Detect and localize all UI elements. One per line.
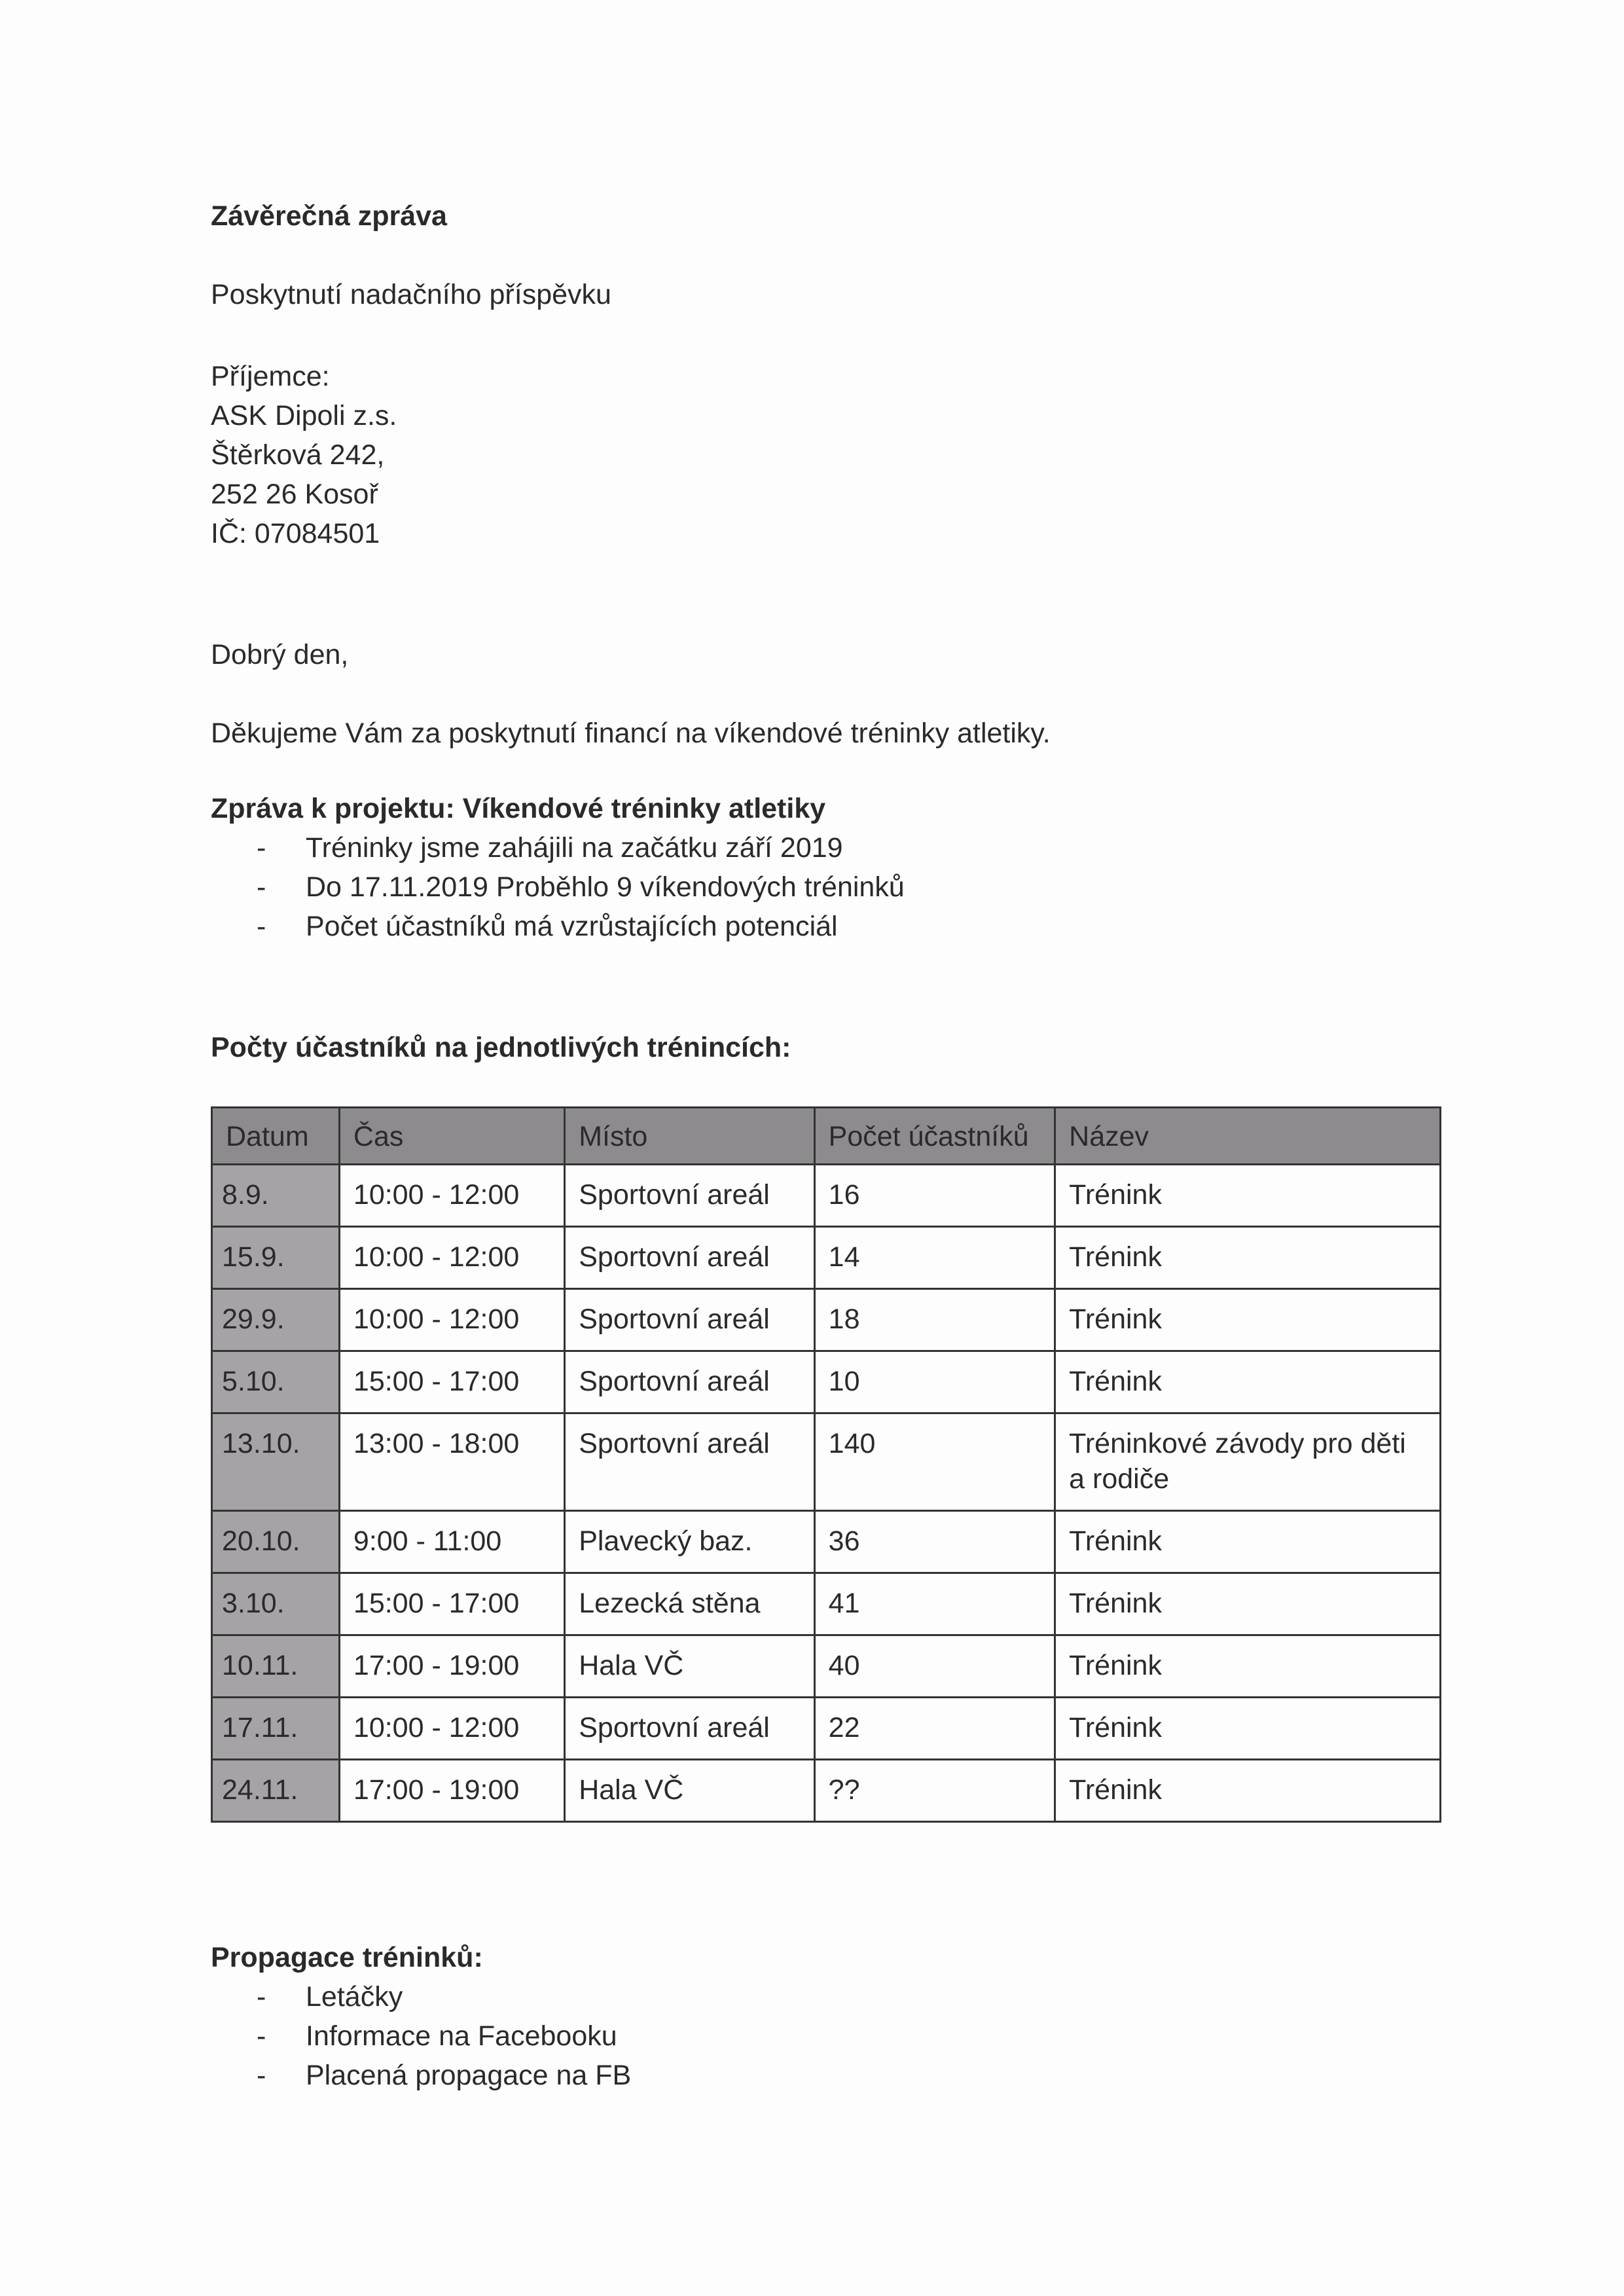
cell-name: Trénink <box>1055 1289 1441 1351</box>
cell-name: Trénink <box>1055 1227 1441 1289</box>
cell-date: 15.9. <box>212 1227 340 1289</box>
cell-count: 36 <box>814 1511 1055 1573</box>
dash-icon: - <box>257 1981 266 2013</box>
cell-time: 10:00 - 12:00 <box>339 1165 564 1227</box>
table-row <box>212 1511 1441 1573</box>
cell-date: 5.10. <box>212 1351 340 1413</box>
recipient-label: Příjemce: <box>211 361 330 392</box>
list-item-text: Tréninky jsme zahájili na začátku září 2019 <box>306 832 843 864</box>
cell-name: Trénink <box>1055 1573 1441 1635</box>
cell-time: 10:00 - 12:00 <box>339 1698 564 1760</box>
cell-place: Sportovní areál <box>565 1289 814 1351</box>
table-row <box>212 1165 1441 1227</box>
cell-count: 41 <box>814 1573 1055 1635</box>
column-header-pocet: Počet účastníků <box>814 1108 1055 1165</box>
list-item <box>211 2056 631 2095</box>
recipient-city: 252 26 Kosoř <box>211 479 378 510</box>
document-subtitle: Poskytnutí nadačního příspěvku <box>211 279 611 310</box>
cell-time: 10:00 - 12:00 <box>339 1289 564 1351</box>
recipient-block <box>211 357 397 553</box>
cell-time: 13:00 - 18:00 <box>339 1413 564 1511</box>
cell-time: 17:00 - 19:00 <box>339 1635 564 1698</box>
table-row <box>212 1635 1441 1698</box>
cell-count: 14 <box>814 1227 1055 1289</box>
cell-place: Sportovní areál <box>565 1351 814 1413</box>
participants-heading: Počty účastníků na jednotlivých trénincích: <box>211 1032 791 1063</box>
cell-time: 15:00 - 17:00 <box>339 1351 564 1413</box>
cell-place: Hala VČ <box>565 1635 814 1698</box>
list-item <box>211 828 905 867</box>
list-item-text: Do 17.11.2019 Proběhlo 9 víkendových tréninků <box>306 871 905 903</box>
recipient-name: ASK Dipoli z.s. <box>211 400 397 431</box>
document-title: Závěrečná zpráva <box>211 200 447 232</box>
table-row <box>212 1573 1441 1635</box>
cell-name: Trénink <box>1055 1165 1441 1227</box>
list-item <box>211 2016 631 2056</box>
table-row <box>212 1413 1441 1511</box>
cell-name: Tréninkové závody pro děti a rodiče <box>1055 1413 1441 1511</box>
cell-count: 16 <box>814 1165 1055 1227</box>
dash-icon: - <box>257 2020 266 2052</box>
table-row <box>212 1760 1441 1822</box>
promo-bullet-list <box>211 1977 631 2095</box>
list-item-text: Počet účastníků má vzrůstajících potenciál <box>306 911 838 942</box>
cell-time: 10:00 - 12:00 <box>339 1227 564 1289</box>
cell-count: 140 <box>814 1413 1055 1511</box>
list-item-text: Letáčky <box>306 1981 403 2013</box>
cell-count: 40 <box>814 1635 1055 1698</box>
cell-place: Sportovní areál <box>565 1413 814 1511</box>
list-item <box>211 1977 631 2016</box>
column-header-datum: Datum <box>212 1108 340 1165</box>
cell-date: 17.11. <box>212 1698 340 1760</box>
cell-place: Plavecký baz. <box>565 1511 814 1573</box>
list-item-text: Informace na Facebooku <box>306 2020 617 2052</box>
promo-heading: Propagace tréninků: <box>211 1942 483 1973</box>
cell-date: 3.10. <box>212 1573 340 1635</box>
cell-name: Trénink <box>1055 1760 1441 1822</box>
list-item <box>211 907 905 946</box>
table-row <box>212 1289 1441 1351</box>
cell-name: Trénink <box>1055 1351 1441 1413</box>
list-item-text: Placená propagace na FB <box>306 2060 632 2091</box>
cell-date: 10.11. <box>212 1635 340 1698</box>
dash-icon: - <box>257 911 266 942</box>
participants-table <box>211 1106 1441 1823</box>
cell-date: 8.9. <box>212 1165 340 1227</box>
recipient-street: Štěrková 242, <box>211 439 385 471</box>
promo-section <box>211 1938 631 2095</box>
cell-date: 13.10. <box>212 1413 340 1511</box>
list-item <box>211 867 905 907</box>
cell-place: Hala VČ <box>565 1760 814 1822</box>
cell-count: 18 <box>814 1289 1055 1351</box>
dash-icon: - <box>257 2060 266 2091</box>
table-row <box>212 1698 1441 1760</box>
cell-time: 15:00 - 17:00 <box>339 1573 564 1635</box>
cell-date: 20.10. <box>212 1511 340 1573</box>
column-header-cas: Čas <box>339 1108 564 1165</box>
cell-place: Sportovní areál <box>565 1165 814 1227</box>
cell-count: 10 <box>814 1351 1055 1413</box>
greeting: Dobrý den, <box>211 639 349 670</box>
table-row <box>212 1351 1441 1413</box>
cell-date: 24.11. <box>212 1760 340 1822</box>
project-heading: Zpráva k projektu: Víkendové tréninky atletiky <box>211 793 826 824</box>
dash-icon: - <box>257 871 266 903</box>
cell-place: Sportovní areál <box>565 1227 814 1289</box>
cell-time: 9:00 - 11:00 <box>339 1511 564 1573</box>
cell-name: Trénink <box>1055 1698 1441 1760</box>
project-bullet-list <box>211 828 905 946</box>
column-header-nazev: Název <box>1055 1108 1441 1165</box>
cell-name: Trénink <box>1055 1511 1441 1573</box>
cell-place: Lezecká stěna <box>565 1573 814 1635</box>
table-header-row <box>212 1108 1441 1165</box>
column-header-misto: Místo <box>565 1108 814 1165</box>
cell-count: ?? <box>814 1760 1055 1822</box>
cell-name: Trénink <box>1055 1635 1441 1698</box>
dash-icon: - <box>257 832 266 864</box>
recipient-ico: IČ: 07084501 <box>211 518 380 549</box>
thanks-paragraph: Děkujeme Vám za poskytnutí financí na víkendové tréninky atletiky. <box>211 718 1051 749</box>
table-row <box>212 1227 1441 1289</box>
cell-date: 29.9. <box>212 1289 340 1351</box>
project-section <box>211 789 905 946</box>
cell-time: 17:00 - 19:00 <box>339 1760 564 1822</box>
cell-place: Sportovní areál <box>565 1698 814 1760</box>
cell-count: 22 <box>814 1698 1055 1760</box>
